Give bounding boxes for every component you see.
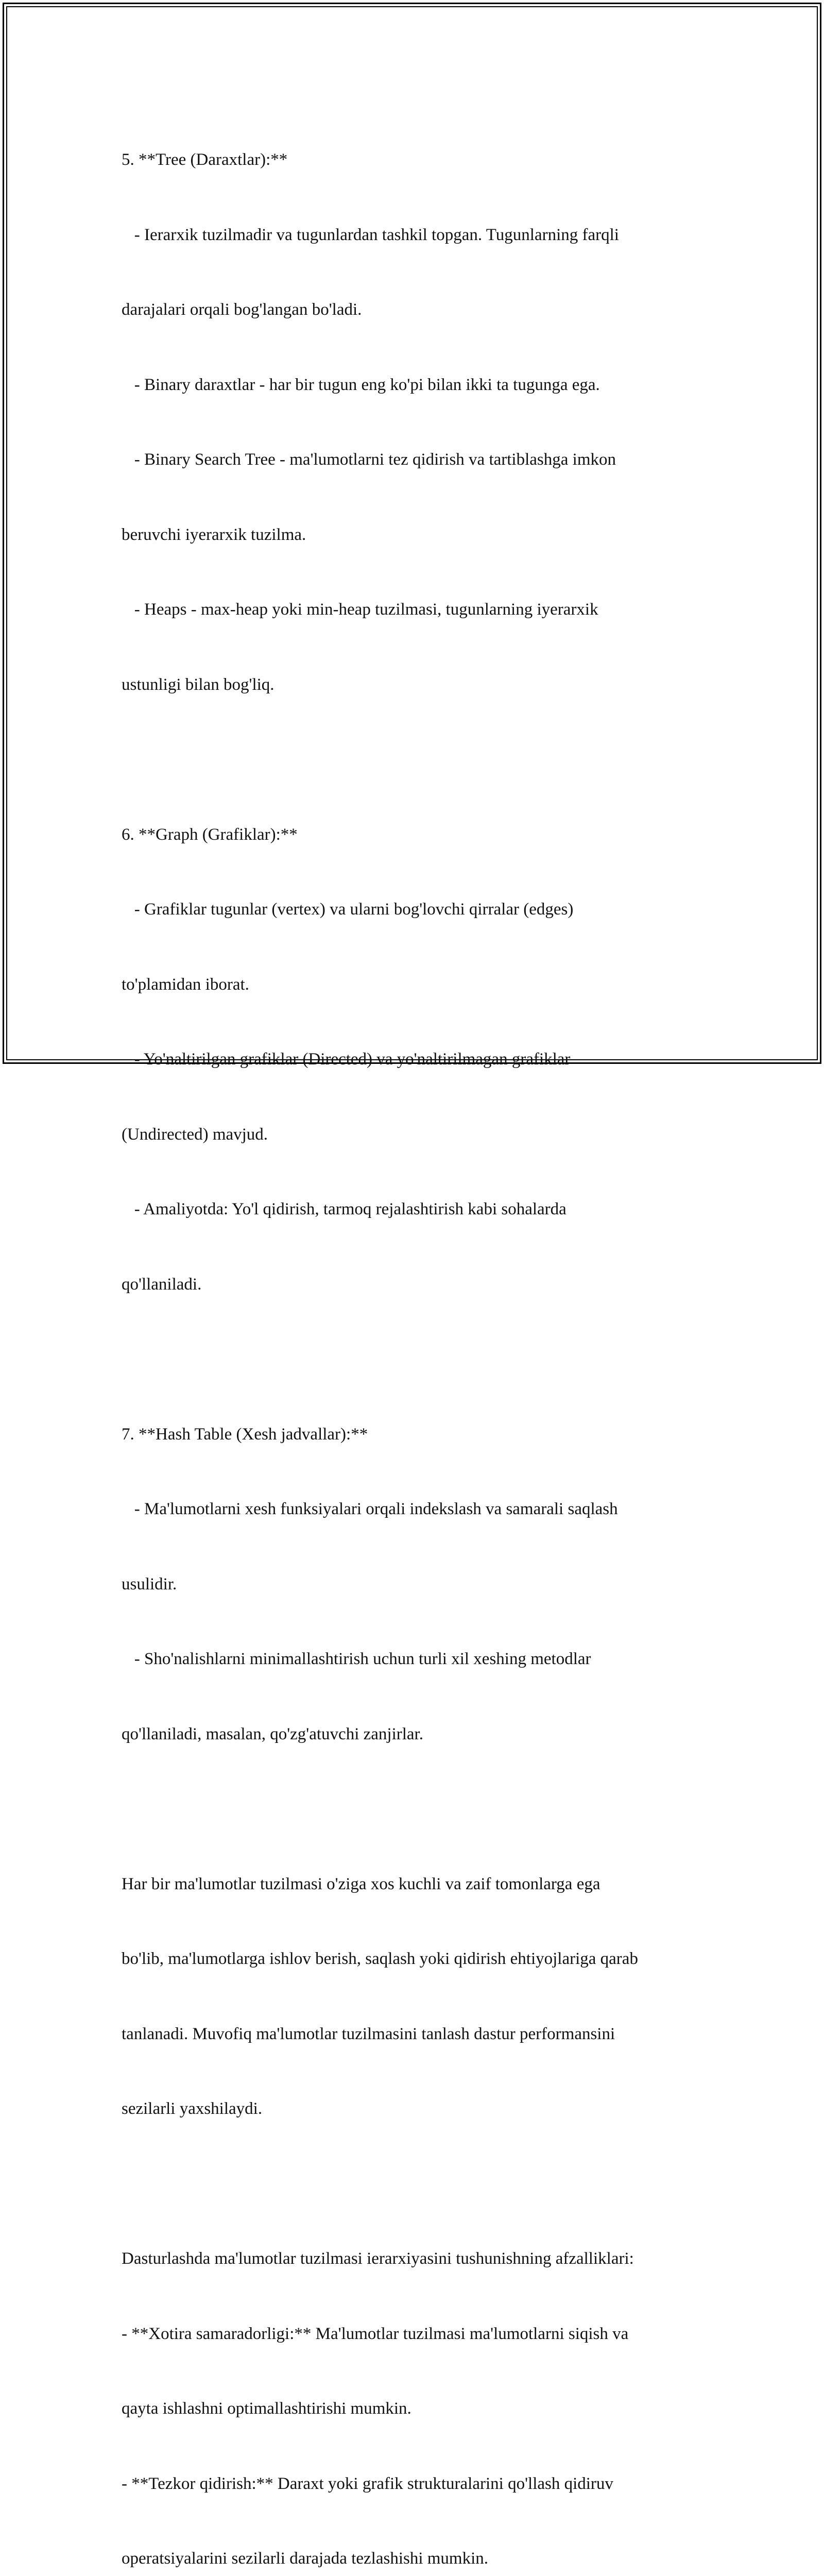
summary-paragraph-line: bo'lib, ma'lumotlarga ishlov berish, saqlash yoki qidirish ehtiyojlariga qarab <box>122 1950 638 1968</box>
section-6-heading: 6. **Graph (Grafiklar):** <box>122 825 298 844</box>
blank-line <box>122 1797 703 1822</box>
text-line: - Amaliyotda: Yo'l qidirish, tarmoq rejalashtirish kabi sohalarda <box>122 1200 566 1218</box>
text-line: - Ierarxik tuzilmadir va tugunlardan tashkil topgan. Tugunlarning farqli <box>122 225 619 244</box>
section-7-heading: 7. **Hash Table (Xesh jadvallar):** <box>122 1425 368 1444</box>
advantage-item-line: - **Tezkor qidirish:** Daraxt yoki grafik strukturalarini qo'llash qidiruv <box>122 2474 613 2493</box>
text-line: - Sho'nalishlarni minimallashtirish uchun turli xil xeshing metodlar <box>122 1650 591 1668</box>
text-line: ustunligi bilan bog'liq. <box>122 675 274 694</box>
text-line: - Yo'naltirilgan grafiklar (Directed) va yo'naltirilmagan grafiklar <box>122 1050 571 1069</box>
text-line: beruvchi iyerarxik tuzilma. <box>122 525 306 544</box>
summary-paragraph-line: sezilarli yaxshilaydi. <box>122 2099 263 2118</box>
text-line: - Binary daraxtlar - har bir tugun eng ko'pi bilan ikki ta tugunga ega. <box>122 375 600 394</box>
text-line: (Undirected) mavjud. <box>122 1125 268 1144</box>
text-line: darajalari orqali bog'langan bo'ladi. <box>122 300 362 319</box>
advantage-item-line: qayta ishlashni optimallashtirishi mumkin. <box>122 2399 411 2418</box>
section-5-heading: 5. **Tree (Daraxtlar):** <box>122 150 288 169</box>
blank-line <box>122 747 703 772</box>
summary-paragraph-line: tanlanadi. Muvofiq ma'lumotlar tuzilmasini tanlash dastur performansini <box>122 2024 615 2043</box>
blank-line <box>122 2172 703 2197</box>
text-line: - Heaps - max-heap yoki min-heap tuzilmasi, tugunlarning iyerarxik <box>122 600 598 619</box>
text-line: - Binary Search Tree - ma'lumotlarni tez qidirish va tartiblashga imkon <box>122 450 616 469</box>
text-line: to'plamidan iborat. <box>122 975 249 994</box>
summary-paragraph-line: Har bir ma'lumotlar tuzilmasi o'ziga xos kuchli va zaif tomonlarga ega <box>122 1874 600 1893</box>
blank-line <box>122 1347 703 1372</box>
advantages-heading: Dasturlashda ma'lumotlar tuzilmasi ierarxiyasini tushunishning afzalliklari: <box>122 2249 634 2268</box>
text-line: - Grafiklar tugunlar (vertex) va ularni bog'lovchi qirralar (edges) <box>122 900 574 919</box>
text-line: qo'llaniladi. <box>122 1275 202 1294</box>
text-line: usulidir. <box>122 1574 177 1594</box>
advantage-item-line: - **Xotira samaradorligi:** Ma'lumotlar tuzilmasi ma'lumotlarni siqish va <box>122 2324 629 2343</box>
text-line: - Ma'lumotlarni xesh funksiyalari orqali indekslash va samarali saqlash <box>122 1500 618 1518</box>
advantage-item-line: operatsiyalarini sezilarli darajada tezlashishi mumkin. <box>122 2549 488 2568</box>
document-body <box>122 97 703 2576</box>
text-line: qo'llaniladi, masalan, qo'zg'atuvchi zanjirlar. <box>122 1724 423 1743</box>
